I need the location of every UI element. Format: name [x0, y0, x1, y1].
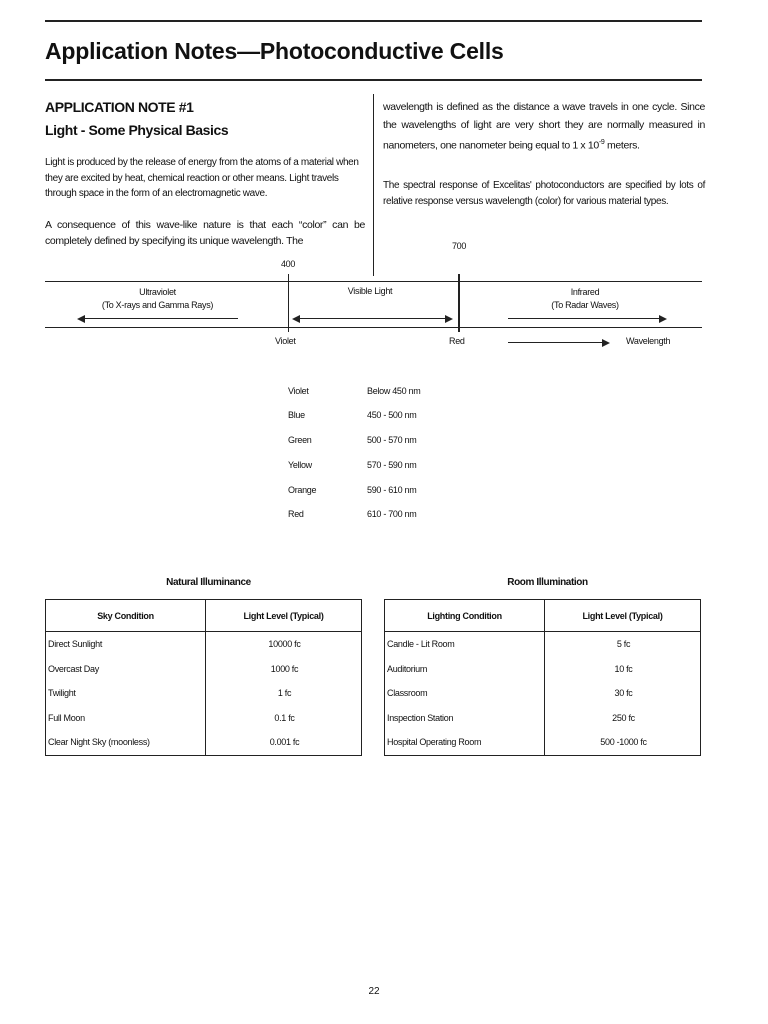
table-cell: 500 -1000 fc: [545, 730, 701, 755]
table-cell: Twilight: [48, 688, 76, 699]
red-label: Red: [449, 336, 465, 346]
table-row: [46, 706, 362, 731]
infrared-subtitle: (To Radar Waves): [551, 300, 619, 310]
spectrum-top-line: [45, 281, 702, 282]
violet-label: Violet: [275, 336, 296, 346]
table-row: [385, 730, 701, 755]
table-cell: Auditorium: [387, 663, 428, 674]
ultraviolet-label: [75, 286, 240, 312]
top-rule: [45, 20, 702, 22]
visible-arrow: [299, 318, 445, 319]
paragraph-3-end: meters.: [607, 139, 640, 152]
table-row: [385, 706, 701, 731]
table-row: [46, 657, 362, 682]
uv-arrow: [84, 318, 238, 319]
table-cell: 0.1 fc: [206, 706, 362, 731]
color-name: Yellow: [288, 460, 312, 470]
room-illumination-caption: Room Illumination: [507, 577, 588, 588]
tick-700: [458, 274, 460, 332]
table-cell: 250 fc: [545, 706, 701, 731]
paragraph-3: [383, 99, 705, 155]
visible-arrow-head-right: [445, 315, 453, 323]
color-range: 450 - 500 nm: [367, 410, 417, 420]
table-cell: 0.001 fc: [206, 730, 362, 755]
infrared-label: [500, 286, 670, 312]
table-row: [46, 681, 362, 706]
paragraph-1: Light is produced by the release of energy from the atoms of a material when they are excited by heat, chemical reaction or other means. Light travels through space in the form of an electromagnetic wave.: [45, 157, 359, 199]
column-header: Lighting Condition: [385, 600, 545, 632]
room-illumination-table: [384, 599, 701, 756]
table-cell: 5 fc: [545, 632, 701, 657]
page-number: 22: [368, 986, 380, 997]
ir-arrow-head: [659, 315, 667, 323]
label-700: 700: [451, 241, 467, 251]
note-heading: APPLICATION NOTE #1: [45, 99, 194, 115]
table-cell: 10 fc: [545, 657, 701, 682]
table-cell: 1000 fc: [206, 657, 362, 682]
tick-400: [288, 274, 289, 332]
color-range: 590 - 610 nm: [367, 485, 417, 495]
table-cell: Clear Night Sky (moonless): [48, 737, 150, 748]
table-row: [385, 681, 701, 706]
color-range: Below 450 nm: [367, 386, 421, 396]
wavelength-arrow: [508, 342, 602, 343]
column-divider: [373, 94, 374, 276]
paragraph-2: A consequence of this wave-like nature is that each “color” can be completely defined by specifying its unique wavelength. The: [45, 219, 365, 247]
table-cell: 30 fc: [545, 681, 701, 706]
visible-light-label: Visible Light: [347, 286, 393, 296]
ir-arrow: [508, 318, 659, 319]
table-cell: Overcast Day: [48, 663, 99, 674]
table-header-row: [46, 600, 362, 632]
page-title: Application Notes—Photoconductive Cells: [45, 38, 504, 64]
natural-illuminance-caption: Natural Illuminance: [166, 577, 251, 588]
table-cell: 1 fc: [206, 681, 362, 706]
color-range: 570 - 590 nm: [367, 460, 417, 470]
exponent: -9: [598, 139, 605, 146]
table-cell: Classroom: [387, 688, 428, 699]
natural-illuminance-table: [45, 599, 362, 756]
table-row: [385, 632, 701, 657]
table-cell: Hospital Operating Room: [387, 737, 482, 748]
color-name: Blue: [288, 410, 305, 420]
title-rule: [45, 79, 702, 81]
spectrum-bottom-line: [45, 327, 702, 328]
color-range: 610 - 700 nm: [367, 509, 417, 519]
ultraviolet-title: Ultraviolet: [139, 287, 176, 297]
table-row: [46, 632, 362, 657]
color-name: Violet: [288, 386, 309, 396]
column-header: Sky Condition: [46, 600, 206, 632]
table-cell: Full Moon: [48, 712, 85, 723]
note-subheading: Light - Some Physical Basics: [45, 122, 229, 138]
ultraviolet-subtitle: (To X-rays and Gamma Rays): [101, 300, 214, 310]
column-header: Light Level (Typical): [545, 600, 701, 632]
paragraph-3-text: wavelength is defined as the distance a wave travels in one cycle. Since the wavelengths of light are very short they are normally measured in nanometers, one nanometer being equal to 1 x 10: [383, 101, 705, 152]
table-cell: Inspection Station: [387, 712, 454, 723]
wavelength-label: Wavelength: [626, 336, 671, 346]
color-name: Red: [288, 509, 304, 519]
color-name: Green: [288, 435, 312, 445]
column-header: Light Level (Typical): [206, 600, 362, 632]
table-cell: Candle - Lit Room: [387, 639, 455, 650]
color-range: 500 - 570 nm: [367, 435, 417, 445]
table-cell: 10000 fc: [206, 632, 362, 657]
infrared-title: Infrared: [570, 287, 600, 297]
paragraph-4: The spectral response of Excelitas' photoconductors are specified by lots of relative response versus wavelength (color) for various material types.: [383, 180, 705, 207]
table-row: [385, 657, 701, 682]
color-name: Orange: [288, 485, 317, 495]
label-400: 400: [280, 259, 296, 269]
table-row: [46, 730, 362, 755]
wavelength-arrow-head: [602, 339, 610, 347]
table-cell: Direct Sunlight: [48, 639, 103, 650]
table-header-row: [385, 600, 701, 632]
